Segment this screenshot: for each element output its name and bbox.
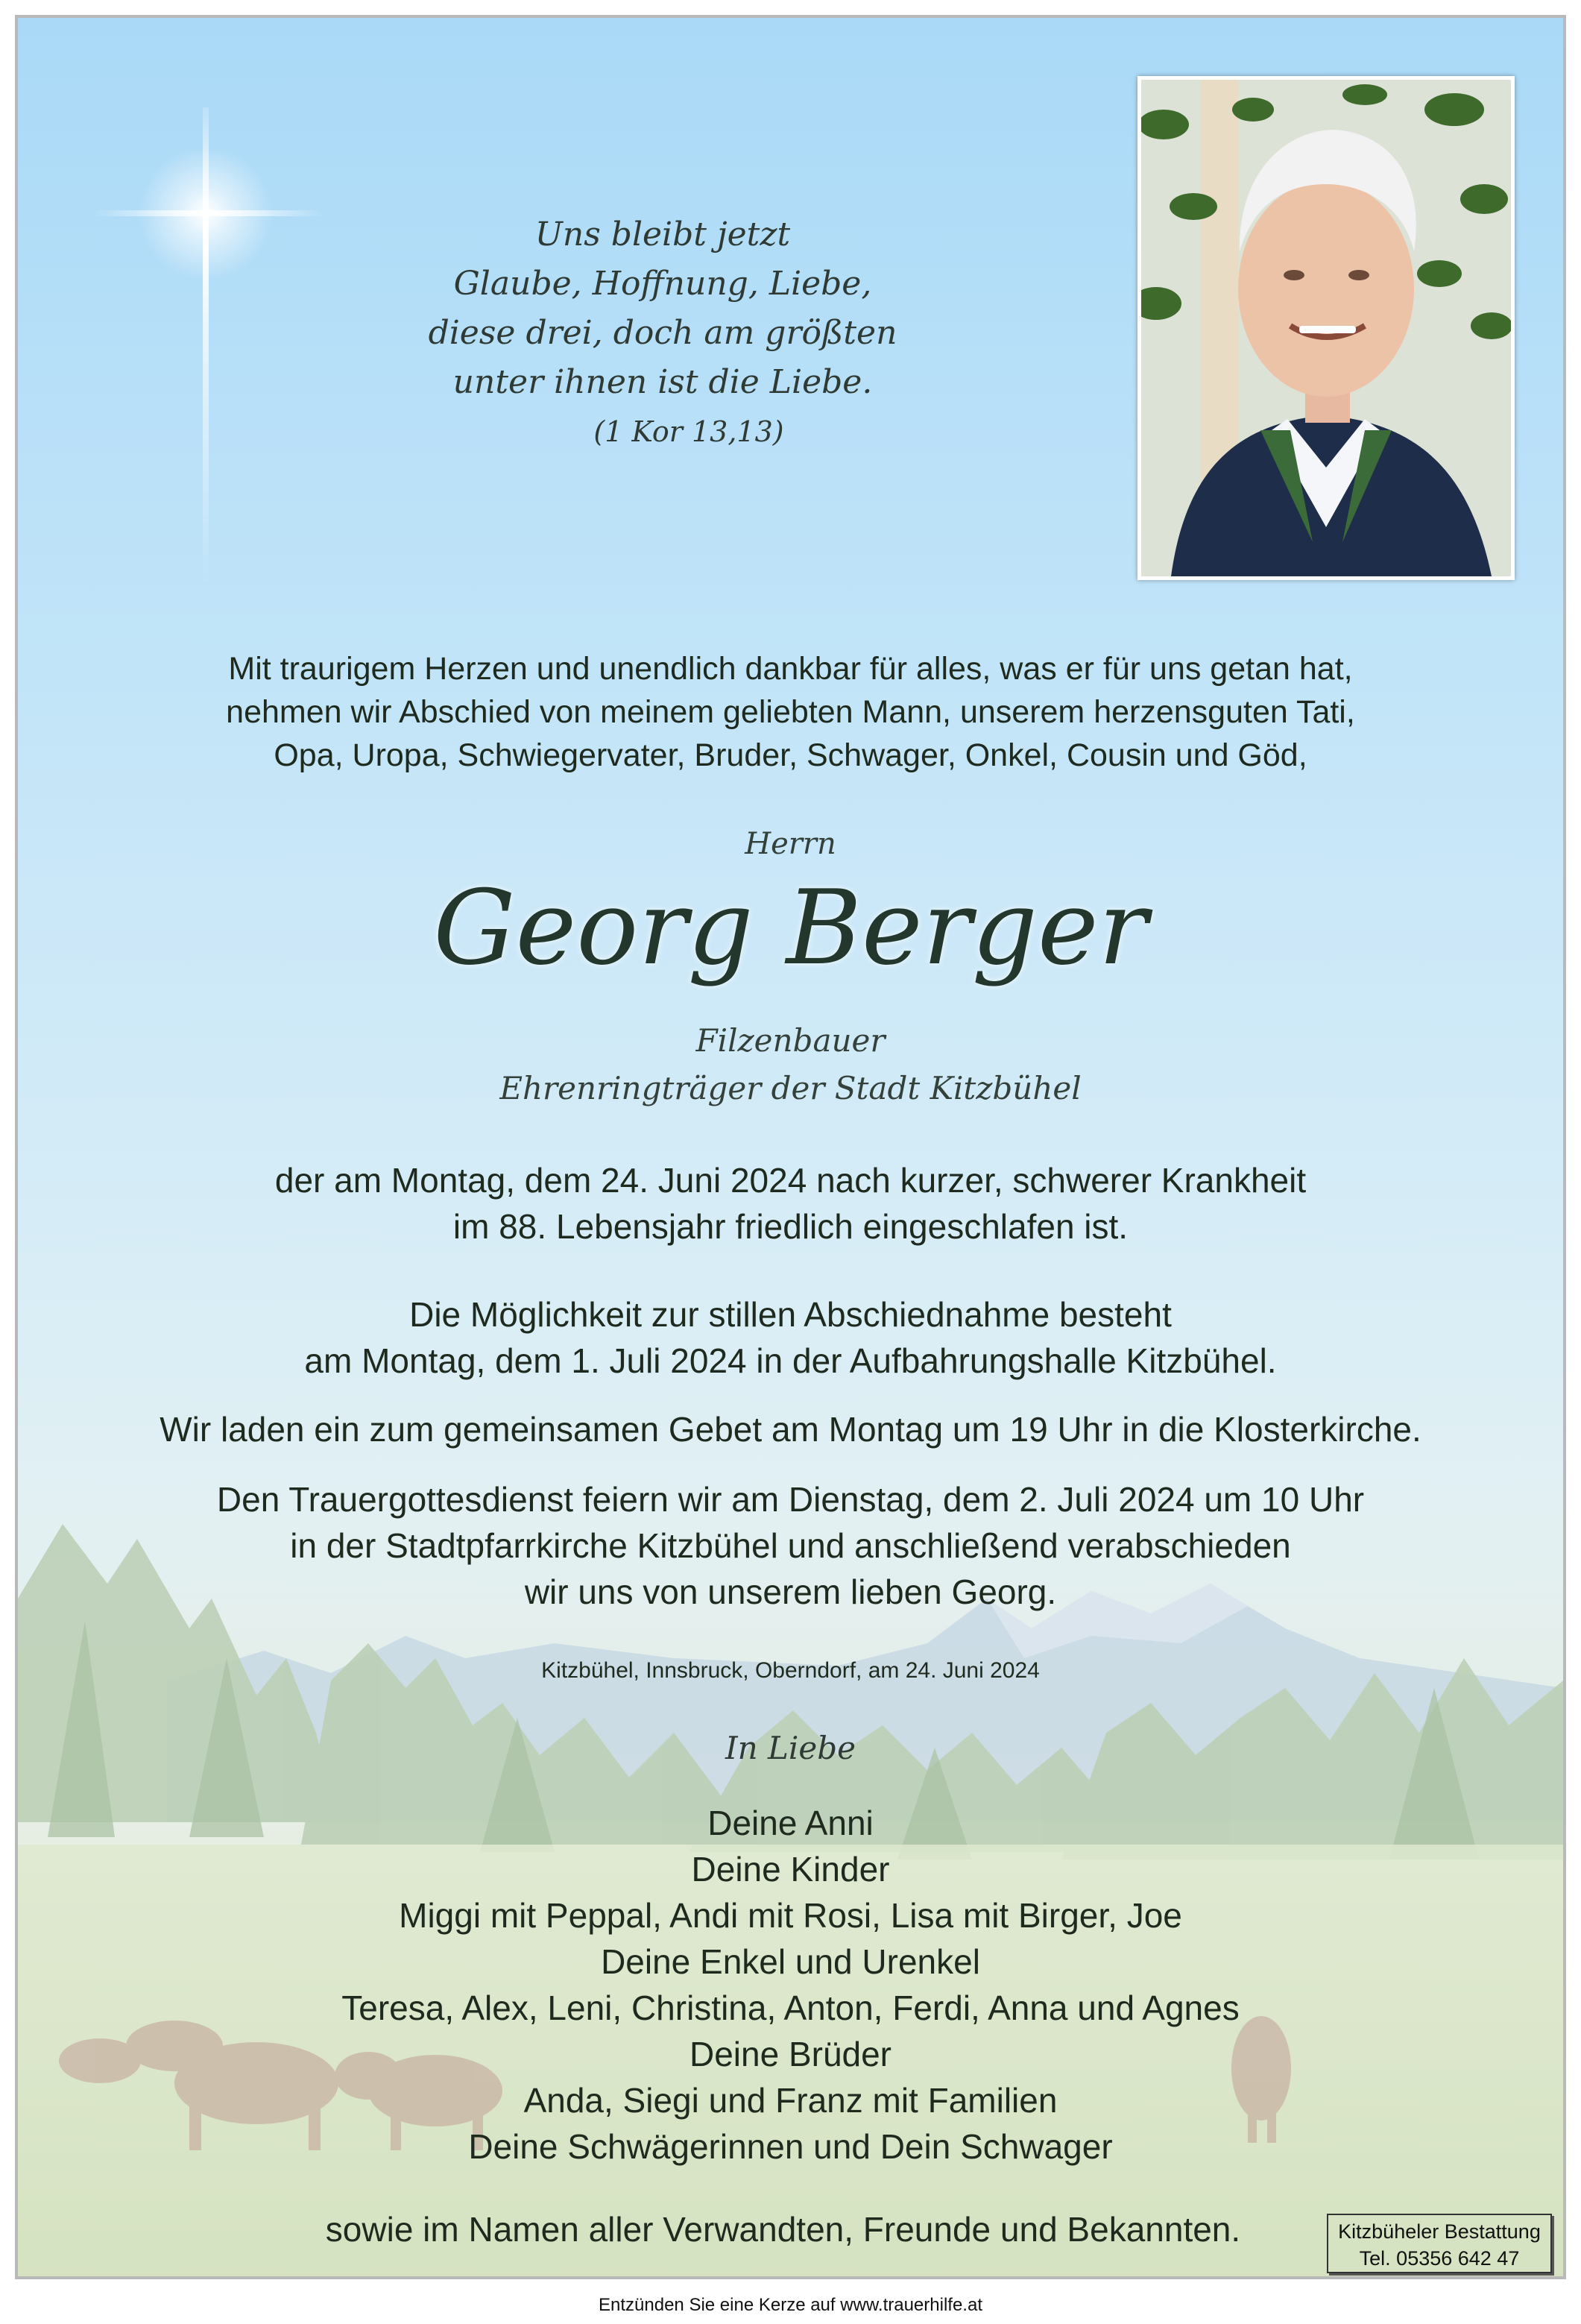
star-cross-icon <box>92 107 324 585</box>
viewing-line: am Montag, dem 1. Juli 2024 in der Aufbahrungshalle Kitzbühel. <box>304 1341 1277 1380</box>
undertaker-name: Kitzbüheler Bestattung <box>1338 2220 1541 2243</box>
mourner-line: Teresa, Alex, Leni, Christina, Anton, Ferdi, Anna und Agnes <box>341 1988 1240 2027</box>
farm-name: Filzenbauer <box>695 1022 886 1059</box>
mourner-line: Deine Kinder <box>691 1850 890 1889</box>
mourner-line: Miggi mit Peppal, Andi mit Rosi, Lisa mit Birger, Joe <box>399 1896 1182 1935</box>
final-line: sowie im Namen aller Verwandten, Freunde und Bekannten. <box>325 2210 1241 2249</box>
honor-title: Ehrenringträger der Stadt Kitzbühel <box>499 1070 1082 1106</box>
intro-line: nehmen wir Abschied von meinem geliebten Mann, unserem herzensguten Tati, <box>226 694 1355 730</box>
bible-verse <box>383 210 942 456</box>
portrait-photo <box>1137 76 1515 580</box>
verse-line: Glaube, Hoffnung, Liebe, <box>453 265 872 303</box>
service-line: in der Stadtpfarrkirche Kitzbühel und anschließend verabschieden <box>290 1526 1291 1565</box>
verse-reference: (1 Kor 13,13) <box>593 415 784 448</box>
mourner-line: Deine Brüder <box>689 2035 892 2073</box>
verse-line: Uns bleibt jetzt <box>534 215 791 254</box>
mourner-line: Anda, Siegi und Franz mit Familien <box>523 2081 1058 2120</box>
mourner-line: Deine Schwägerinnen und Dein Schwager <box>468 2127 1113 2166</box>
intro-text <box>18 647 1563 777</box>
deceased-name: Georg Berger <box>433 868 1148 988</box>
service-notice <box>18 1476 1563 1615</box>
verse-line: unter ihnen ist die Liebe. <box>452 363 873 401</box>
prayer-notice: Wir laden ein zum gemeinsamen Gebet am Montag um 19 Uhr in die Klosterkirche. <box>160 1410 1421 1449</box>
closing-greeting: In Liebe <box>725 1730 856 1766</box>
viewing-notice <box>18 1291 1563 1384</box>
service-line: wir uns von unserem lieben Georg. <box>524 1572 1057 1611</box>
intro-line: Mit traurigem Herzen und unendlich dankbar für alles, was er für uns getan hat, <box>228 651 1353 687</box>
viewing-line: Die Möglichkeit zur stillen Abschiednahme besteht <box>409 1295 1172 1334</box>
mourner-line: Deine Enkel und Urenkel <box>601 1942 980 1981</box>
undertaker-phone: Tel. 05356 642 47 <box>1359 2247 1520 2270</box>
place-date: Kitzbühel, Innsbruck, Oberndorf, am 24. Juni 2024 <box>541 1658 1040 1683</box>
mourner-line: Deine Anni <box>707 1804 874 1842</box>
deceased-titles <box>18 1017 1563 1112</box>
death-notice-line: der am Montag, dem 24. Juni 2024 nach kurzer, schwerer Krankheit <box>274 1161 1307 1200</box>
footer-link[interactable]: Entzünden Sie eine Kerze auf www.trauerhilfe.at <box>599 2295 982 2315</box>
obituary-card <box>15 15 1566 2279</box>
intro-line: Opa, Uropa, Schwiegervater, Bruder, Schwager, Onkel, Cousin und Göd, <box>274 737 1307 773</box>
undertaker-box <box>1327 2214 1552 2273</box>
death-notice-line: im 88. Lebensjahr friedlich eingeschlafen ist. <box>452 1207 1129 1246</box>
death-notice <box>18 1157 1563 1250</box>
mourners-list <box>18 1800 1563 2170</box>
service-line: Den Trauergottesdienst feiern wir am Dienstag, dem 2. Juli 2024 um 10 Uhr <box>216 1480 1365 1519</box>
salutation: Herrn <box>745 827 836 861</box>
verse-line: diese drei, doch am größten <box>428 314 897 352</box>
